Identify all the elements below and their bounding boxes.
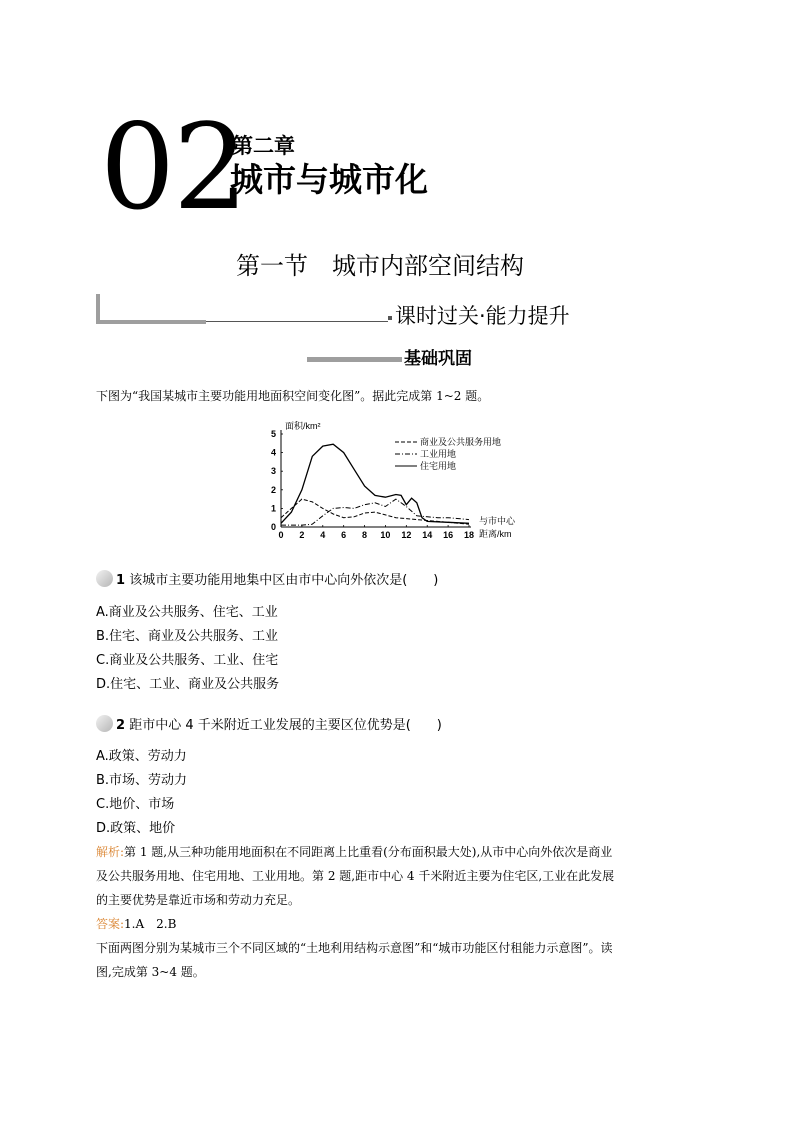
decor-square — [388, 316, 392, 320]
section-title: 第一节 城市内部空间结构 — [236, 252, 524, 280]
basics-title: 基础巩固 — [404, 349, 472, 369]
x-tick-label: 10 — [380, 530, 391, 540]
q2-option-b: B.市场、劳动力 — [96, 773, 188, 788]
y-tick-label: 3 — [270, 466, 276, 477]
q1-option-b: B.住宅、商业及公共服务、工业 — [96, 629, 279, 644]
intro-paragraph-2-line-1: 下面两图分别为某城市三个不同区域的“土地利用结构示意图”和“城市功能区付租能力示意图”。读 — [96, 941, 613, 955]
question-text: 距市中心 4 千米附近工业发展的主要区位优势是( ) — [129, 718, 442, 733]
land-use-chart — [265, 418, 535, 546]
lesson-title: 课时过关·能力提升 — [395, 304, 570, 328]
question-number: 1 — [116, 573, 126, 588]
question-2 — [96, 715, 442, 736]
chapter-label: 第二章 — [232, 134, 295, 158]
y-tick-label: 5 — [270, 429, 276, 439]
answer-line — [96, 912, 706, 936]
chapter-number: 02 — [100, 98, 247, 236]
question-1 — [96, 570, 438, 591]
question-number: 2 — [116, 718, 126, 733]
chapter-title: 城市与城市化 — [230, 160, 428, 199]
x-axis-label-line-1: 与市中心 — [479, 516, 516, 526]
legend-label: 工业用地 — [420, 449, 457, 459]
basics-decor-bar — [307, 357, 402, 362]
intro-paragraph-2-line-2: 图,完成第 3~4 题。 — [96, 965, 205, 979]
q2-option-c: C.地价、市场 — [96, 797, 175, 812]
x-tick-label: 16 — [443, 530, 454, 540]
question-bullet-icon — [96, 570, 113, 587]
decor-line — [206, 321, 388, 322]
x-tick-label: 18 — [463, 530, 475, 540]
q1-option-a: A.商业及公共服务、住宅、工业 — [96, 605, 278, 620]
explanation-label: 解析: — [96, 845, 125, 859]
x-tick-label: 8 — [362, 530, 368, 540]
x-tick-label: 14 — [422, 530, 433, 540]
question-bullet-icon — [96, 715, 113, 732]
intro-paragraph-1: 下图为“我国某城市主要功能用地面积空间变化图”。据此完成第 1~2 题。 — [96, 389, 490, 403]
y-tick-label: 4 — [270, 447, 276, 458]
chart-legend — [395, 436, 501, 471]
explanation-line-2: 及公共服务用地、住宅用地、工业用地。第 2 题,距市中心 4 千米附近主要为住宅区,工业在此发展 — [96, 869, 615, 883]
x-tick-label: 2 — [299, 530, 305, 540]
legend-label: 商业及公共服务用地 — [420, 437, 502, 447]
series-line-1 — [281, 499, 469, 525]
legend-label: 住宅用地 — [420, 461, 457, 471]
x-tick-label: 0 — [278, 530, 284, 540]
answer-value: 1.A 2.B — [124, 917, 177, 931]
x-axis-label-line-2: 距离/km — [479, 529, 512, 539]
x-tick-label: 6 — [341, 530, 347, 540]
q1-option-c: C.商业及公共服务、工业、住宅 — [96, 653, 279, 668]
q1-option-d: D.住宅、工业、商业及公共服务 — [96, 677, 280, 692]
y-tick-label: 0 — [270, 522, 276, 532]
explanation-line-1: 解析:第 1 题,从三种功能用地面积在不同距离上比重看(分布面积最大处),从市中心向外依次是商业 — [96, 845, 613, 859]
q2-option-a: A.政策、劳动力 — [96, 749, 187, 764]
explanation-line-3: 的主要优势是靠近市场和劳动力充足。 — [96, 893, 301, 907]
y-axis-label: 面积/km² — [285, 421, 321, 431]
answer-label: 答案: — [96, 917, 125, 931]
x-tick-label: 4 — [320, 530, 326, 540]
decor-bar-horizontal — [96, 320, 206, 324]
y-tick-label: 1 — [270, 503, 276, 514]
y-tick-label: 2 — [270, 484, 276, 495]
x-tick-label: 12 — [401, 530, 412, 540]
q2-option-d: D.政策、地价 — [96, 821, 176, 836]
question-text: 该城市主要功能用地集中区由市中心向外依次是( ) — [129, 573, 439, 588]
